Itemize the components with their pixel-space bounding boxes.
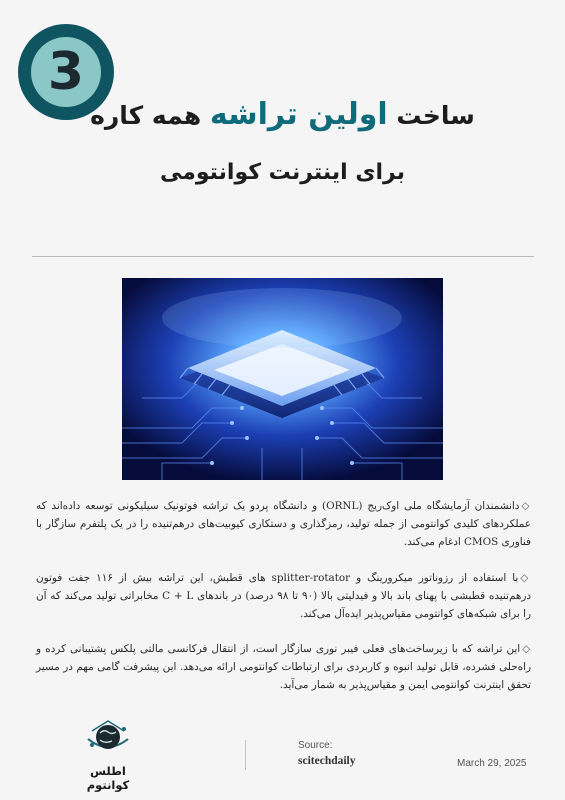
brand-name: اطلس کوانتوم — [86, 764, 130, 792]
paragraph-2 — [36, 569, 531, 623]
paragraph-3 — [36, 640, 531, 694]
title-accent: اولین تراشه — [209, 97, 388, 132]
chapter-number: 3 — [31, 37, 101, 107]
paragraph-3-text: این تراشه که با زیرساخت‌های فعلی فیبر نوری سازگار است، از انتقال فرکانسی مالتی پلکس پشتیبانی کرده و راه‌حلی فشرده، قابل تولید انبوه و کاربردی برای ارتباطات کوانتومی ارائه می‌دهد. این پیشرفت گامی مهم در مسیر تحقق اینترنت کوانتومی ایمن و مقیاس‌پذیر به شمار می‌آید. — [36, 643, 531, 691]
source-link[interactable]: scitechdaily — [298, 755, 356, 767]
bullet-diamond-icon: ◇ — [521, 500, 531, 512]
bullet-diamond-icon: ◇ — [522, 643, 531, 655]
source-label: Source: — [298, 740, 333, 751]
title-divider — [32, 256, 534, 257]
bullet-diamond-icon: ◇ — [520, 572, 531, 584]
page-title — [0, 97, 565, 132]
publish-date: March 29, 2025 — [457, 758, 527, 769]
paragraph-2-text: با استفاده از رزوناتور میکرورینگ و splitter-rotator های قطبش، این تراشه بیش از ۱۱۶ جفت فوتون درهم‌تنیده قطبشی با پهنای باند بالا و فیدلیتی بالا (۹۰ تا ۹۸ درصد) در باندهای C + L مخابراتی تولید می‌کند که آن را برای شبکه‌های کوانتومی مقیاس‌پذیر ایده‌آل می‌کند. — [36, 572, 531, 620]
chip-illustration — [122, 278, 443, 480]
page-subtitle: برای اینترنت کوانتومی — [159, 160, 405, 185]
title-end: همه کاره — [90, 101, 202, 130]
title-start: ساخت — [396, 101, 475, 130]
footer-divider — [245, 740, 246, 770]
paragraph-1-text: دانشمندان آزمایشگاه ملی اوک‌ریج (ORNL) و دانشگاه پردو یک تراشه فوتونیک سیلیکونی توسعه داده‌اند که عملکردهای کلیدی کوانتومی از جمله تولید، رمزگذاری و دستکاری کیوبیت‌های درهم‌تنیده را در یک پلتفرم سازگار با فناوری CMOS ادغام می‌کند. — [36, 500, 531, 548]
paragraph-1 — [36, 497, 531, 551]
quantum-chip-image — [122, 278, 443, 480]
globe-logo-icon — [78, 717, 138, 757]
